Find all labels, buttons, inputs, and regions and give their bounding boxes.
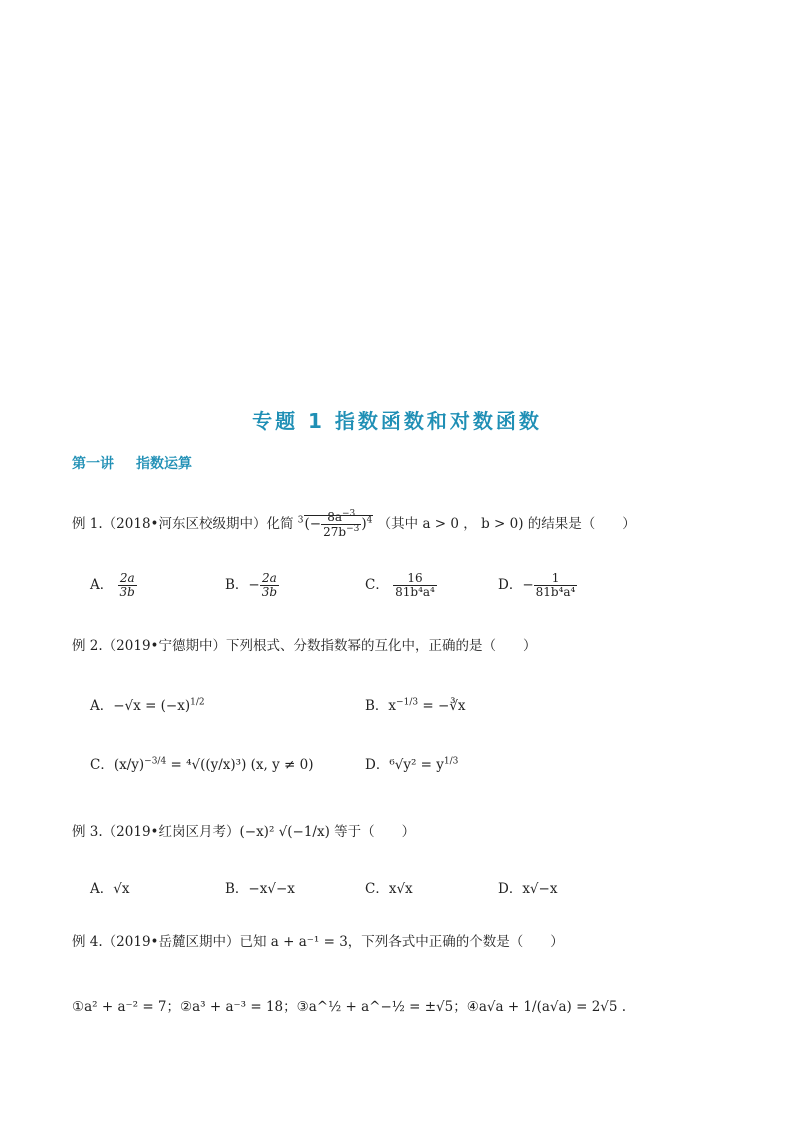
question-1-tail: （其中 a > 0 ， b > 0) 的结果是（ ） <box>377 516 636 533</box>
q1-option-b-label: B．− <box>225 577 260 594</box>
q1-option-a-den: 3b <box>119 585 135 600</box>
q2-option-b-text: B．x <box>365 698 397 714</box>
q1-option-a[interactable] <box>90 572 137 599</box>
q1-option-d-den: 81b⁴a⁴ <box>535 585 576 600</box>
q1-option-c[interactable] <box>365 572 437 599</box>
q1-option-c-num: 16 <box>393 572 437 586</box>
q3-option-b[interactable]: B．−x√−x <box>225 881 295 897</box>
q1-option-d[interactable] <box>498 572 577 599</box>
question-3: 例 3.（2019•红岗区月考）(−x)² √(−1/x) 等于（ ） <box>72 824 416 840</box>
q2-option-c-rest: = ⁴√((y/x)³) (x, y ≠ 0) <box>166 757 314 773</box>
q3-option-a[interactable]: A．√x <box>90 881 130 897</box>
q2-option-c-text: C．(x/y) <box>90 757 145 773</box>
q2-option-a-text: A．−√x = (−x) <box>90 698 191 714</box>
q3-option-d[interactable]: D．x√−x <box>498 881 558 897</box>
question-4: 例 4.（2019•岳麓区期中）已知 a + a⁻¹ = 3，下列各式中正确的个数是（ ） <box>72 934 564 950</box>
q2-option-b-exp: −1/3 <box>396 697 419 708</box>
question-2: 例 2.（2019•宁德期中）下列根式、分数指数幂的互化中，正确的是（ ） <box>72 638 537 654</box>
q2-option-c-exp: −3/4 <box>144 756 167 767</box>
question-1-head: 例 1.（2018•河东区校级期中）化简 <box>72 516 294 533</box>
q1-option-c-den: 81b⁴a⁴ <box>395 585 435 600</box>
q1-option-d-num: 1 <box>534 572 578 586</box>
q3-option-c[interactable]: C．x√x <box>365 881 413 897</box>
question-1 <box>72 510 636 539</box>
q1-option-b-num: 2a <box>260 572 279 586</box>
q1-option-d-label: D．− <box>498 577 534 594</box>
q2-option-a-exp: 1/2 <box>190 697 205 708</box>
q2-option-c[interactable] <box>90 753 314 773</box>
q2-option-d-exp: 1/3 <box>443 756 459 767</box>
section-topic: 指数运算 <box>136 456 192 472</box>
section-label: 第一讲 <box>72 456 114 472</box>
q2-option-b[interactable] <box>365 694 466 714</box>
page-title: 专题 1 指数函数和对数函数 <box>252 409 542 433</box>
q1-option-b[interactable] <box>225 572 279 599</box>
q2-option-d-text: D．⁶√y² = y <box>365 757 444 773</box>
question-1-expression: $^3$(− $\frac{8a^{-3}}{27b^{-3}}$ )$^4$ <box>297 509 373 540</box>
q2-option-d[interactable] <box>365 753 458 773</box>
q2-option-a[interactable] <box>90 694 205 714</box>
q1-option-a-label: A． <box>90 577 114 594</box>
q1-option-c-label: C． <box>365 577 389 594</box>
q1-option-b-den: 3b <box>261 585 278 600</box>
section-heading <box>72 453 192 473</box>
q1-option-a-num: 2a <box>118 572 137 586</box>
question-4-items: ①a² + a⁻² = 7；②a³ + a⁻³ = 18；③a^½ + a^−½ = ±√5；④a√a + 1/(a√a) = 2√5 . <box>72 999 627 1015</box>
q2-option-b-rest: = −∛x <box>418 698 466 714</box>
